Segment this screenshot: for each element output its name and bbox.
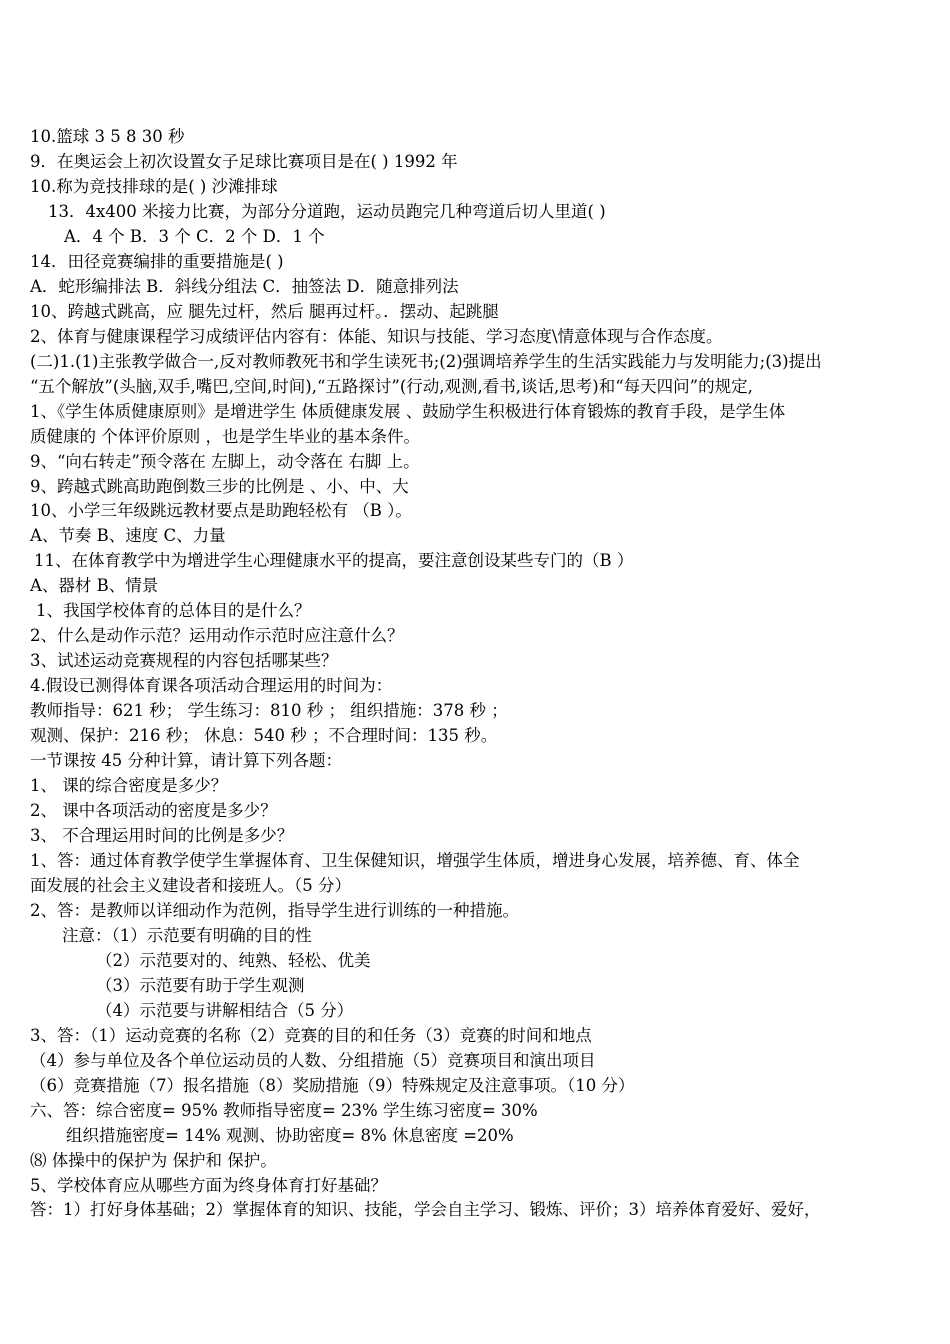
text-line-23: 4.假设已测得体育课各项活动合理运用的时间为： xyxy=(30,676,393,695)
text-line-30: 1、答：通过体育教学使学生掌握体育、卫生保健知识，增强学生体质，增进身心发展，培养德、育、体全 xyxy=(30,851,800,870)
text-line-13: 质健康的 个体评价原则 ，也是学生毕业的基本条件。 xyxy=(30,427,420,446)
text-line-29: 3、 不合理运用时间的比例是多少？ xyxy=(30,826,294,845)
text-line-18: 11、在体育教学中为增进学生心理健康水平的提高，要注意创设某些专门的（B ） xyxy=(34,551,634,570)
text-line-38: （4）参与单位及各个单位运动员的人数、分组措施（5）竞赛项目和演出项目 xyxy=(30,1051,596,1070)
text-line-24: 教师指导：621 秒； 学生练习：810 秒 ； 组织措施：378 秒 ； xyxy=(30,701,508,720)
text-line-5: A．4 个 B．3 个 C．2 个 D．1 个 xyxy=(64,227,325,246)
text-line-44: 答：1）打好身体基础；2）掌握体育的知识、技能，学会自主学习、锻炼、评价；3）培养体育爱好、爱好， xyxy=(30,1200,821,1219)
text-line-17: A、节奏 B、速度 C、力量 xyxy=(30,526,226,545)
text-line-42: ⑻ 体操中的保护为 保护和 保护。 xyxy=(30,1151,277,1170)
text-line-31: 面发展的社会主义建设者和接班人。（5 分） xyxy=(30,876,351,895)
text-line-21: 2、什么是动作示范？运用动作示范时应注意什么？ xyxy=(30,626,404,645)
text-line-4: 13．4x400 米接力比赛，为部分分道跑，运动员跑完几种弯道后切人里道( ) xyxy=(48,202,606,221)
text-line-39: （6）竞赛措施（7）报名措施（8）奖励措施（9）特殊规定及注意事项。（10 分） xyxy=(30,1076,635,1095)
text-line-41: 组织措施密度= 14% 观测、协助密度= 8% 休息密度 =20% xyxy=(66,1126,514,1145)
text-line-28: 2、 课中各项活动的密度是多少？ xyxy=(30,801,277,820)
text-line-16: 10、小学三年级跳远教材要点是助跑轻松有 （B ）。 xyxy=(30,501,412,520)
text-line-37: 3、答：（1）运动竞赛的名称（2）竞赛的目的和任务（3）竞赛的时间和地点 xyxy=(30,1026,592,1045)
text-line-3: 10.称为竞技排球的是( ) 沙滩排球 xyxy=(30,177,278,196)
text-line-7: A．蛇形编排法 B．斜线分组法 C．抽签法 D．随意排列法 xyxy=(30,277,459,296)
text-line-35: （3）示范要有助于学生观测 xyxy=(96,976,305,995)
text-line-25: 观测、保护：216 秒； 休息：540 秒 ；不合理时间：135 秒。 xyxy=(30,726,498,745)
text-line-15: 9、跨越式跳高助跑倒数三步的比例是 、小、中、大 xyxy=(30,477,409,496)
text-line-9: 2、体育与健康课程学习成绩评估内容有：体能、知识与技能、学习态度\情意体现与合作态度。 xyxy=(30,327,723,346)
text-line-8: 10、跨越式跳高，应 腿先过杆，然后 腿再过杆。．摆动、起跳腿 xyxy=(30,302,499,321)
text-line-26: 一节课按 45 分种计算，请计算下列各题： xyxy=(30,751,342,770)
text-line-34: （2）示范要对的、纯熟、轻松、优美 xyxy=(96,951,371,970)
text-line-19: A、器材 B、情景 xyxy=(30,576,159,595)
text-line-10: (二)1.(1)主张教学做合一,反对教师教死书和学生读死书;(2)强调培养学生的生活实践能力与发明能力;(3)提出 xyxy=(30,352,822,371)
text-line-12: 1、《学生体质健康原则》是增进学生 体质健康发展 、鼓励学生积极进行体育锻炼的教育手段，是学生体 xyxy=(30,402,786,421)
text-line-1: 10.篮球 3 5 8 30 秒 xyxy=(30,127,185,146)
text-line-2: 9．在奥运会上初次设置女子足球比赛项目是在( ) 1992 年 xyxy=(30,152,458,171)
text-line-14: 9、“向右转走”预令落在 左脚上，动令落在 右脚 上。 xyxy=(30,452,420,471)
text-line-43: 5、学校体育应从哪些方面为终身体育打好基础？ xyxy=(30,1176,387,1195)
text-line-22: 3、试述运动竞赛规程的内容包括哪某些？ xyxy=(30,651,338,670)
text-line-40: 六、答：综合密度= 95% 教师指导密度= 23% 学生练习密度= 30% xyxy=(30,1101,538,1120)
text-line-33: 注意：（1）示范要有明确的目的性 xyxy=(62,926,312,945)
text-line-36: （4）示范要与讲解相结合（5 分） xyxy=(96,1001,354,1020)
text-line-32: 2、答：是教师以详细动作为范例，指导学生进行训练的一种措施。 xyxy=(30,901,519,920)
text-line-11: “五个解放”(头脑,双手,嘴巴,空间,时间),“五路探讨”(行动,观测,看书,谈话,思考)和“每天四问”的规定, xyxy=(30,377,753,396)
text-line-27: 1、 课的综合密度是多少？ xyxy=(30,776,228,795)
text-line-6: 14．田径竞赛编排的重要措施是( ) xyxy=(30,252,284,271)
text-line-20: 1、我国学校体育的总体目的是什么？ xyxy=(36,601,311,620)
